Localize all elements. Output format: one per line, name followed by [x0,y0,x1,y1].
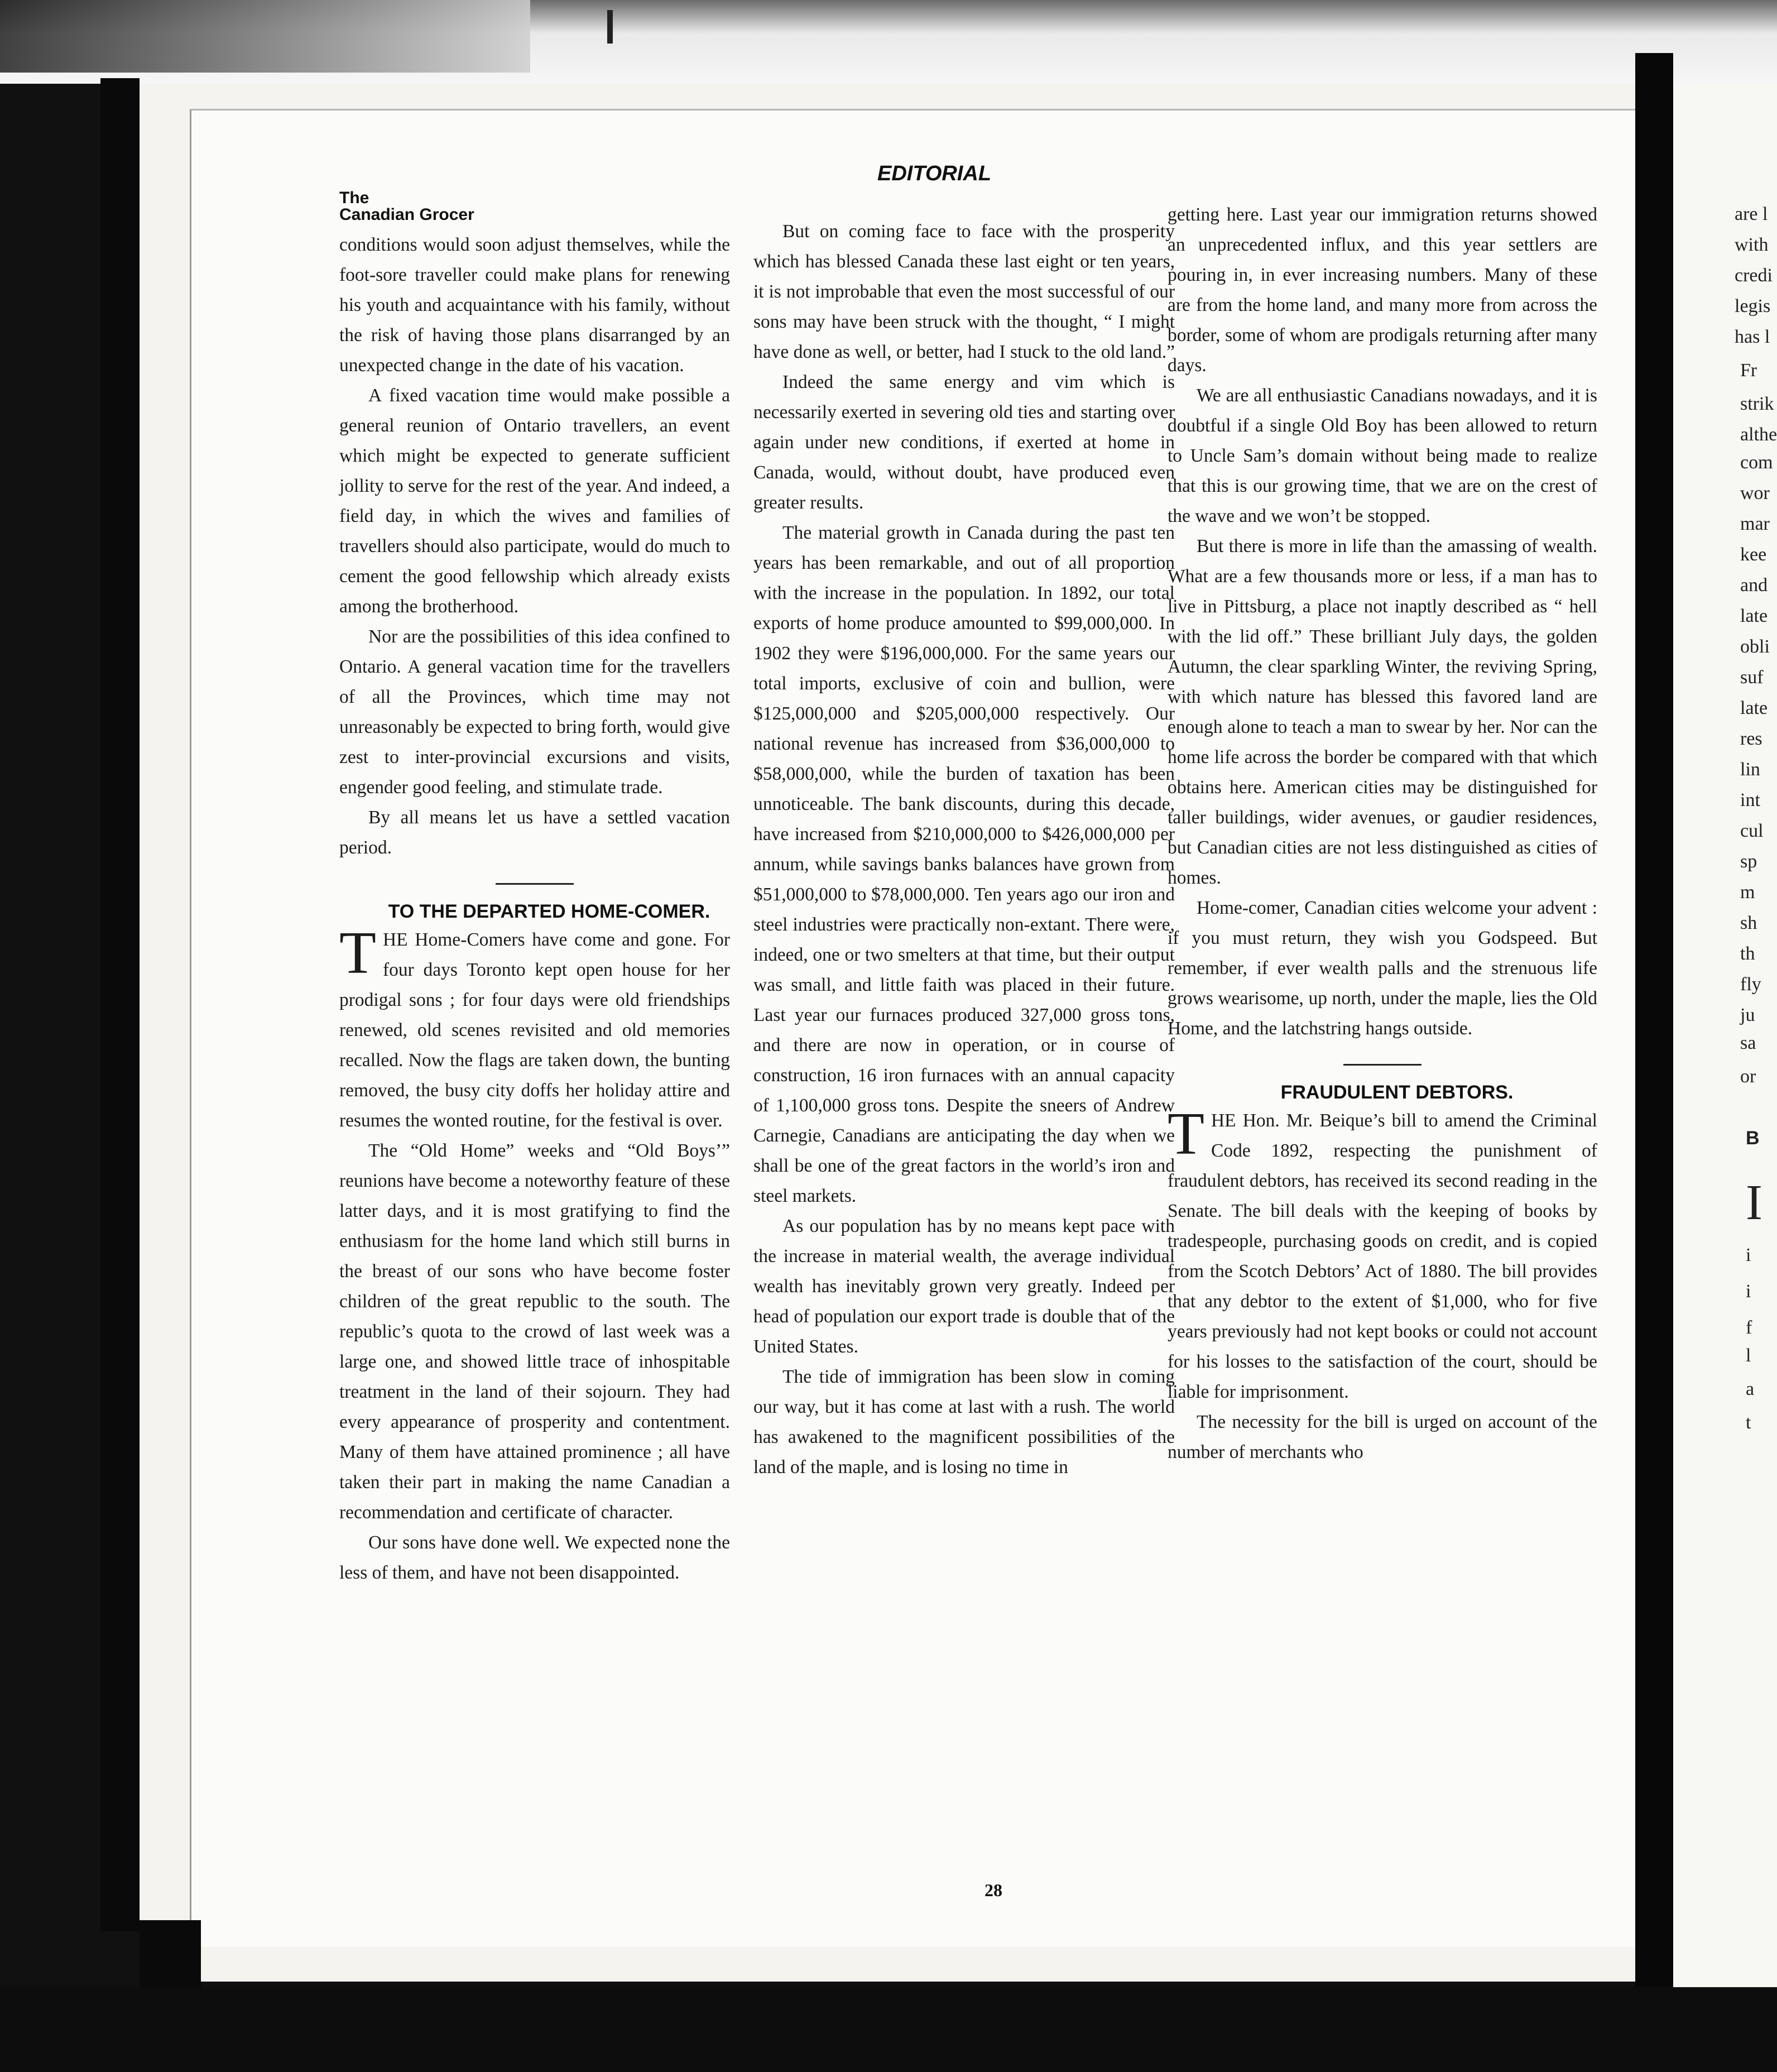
adjacent-page-text-fragment: i [1746,1245,1751,1265]
adjacent-page-text-fragment: fly [1740,974,1761,995]
paragraph: Our sons have done well. We expected none the less of them, and have not been disappointed. [339,1532,730,1583]
adjacent-page-text-fragment: I [1746,1175,1762,1230]
column-3 [1168,200,1597,1467]
article-heading: FRAUDULENT DEBTORS. [1280,1082,1514,1103]
paragraph: The “Old Home” weeks and “Old Boys’” reunions have become a noteworthy feature of these latter days, and it is most gratifying to find the enthusiasm for the home land which still burns in the breast of our sons who have become foster children of the great republic to the south. The republic’s quota to the crowd of last week was a large one, and showed little trace of inhospitable treatment in the land of their sojourn. They had every appearance of prosperity and contentment. Many of them have attained prominence ; all have taken their part in making the name Canadian a recommendation and certificate of character. [339,1140,730,1523]
paragraph: As our population has by no means kept pace with the increase in material wealth, the average individual wealth has inevitably grown very greatly. Indeed per head of population our export trade is double that of the United States. [753,1216,1175,1357]
divider-rule [496,883,574,885]
adjacent-page-text-fragment: sh [1740,913,1757,933]
article-heading: TO THE DEPARTED HOME-COMER. [388,901,710,922]
adjacent-page-text-fragment: com [1740,452,1773,473]
bottom-left-shadow [140,1920,201,1993]
adjacent-page-text-fragment: kee [1740,544,1767,565]
adjacent-page-text-fragment: sa [1740,1033,1756,1053]
adjacent-page-text-fragment: has l [1735,327,1770,347]
divider-rule [1343,1064,1421,1066]
adjacent-page-text-fragment: with [1735,234,1769,255]
adjacent-page-text-fragment: a [1746,1379,1755,1399]
adjacent-page-text-fragment: res [1740,728,1762,749]
adjacent-page-text-fragment: cul [1740,821,1764,841]
left-binding-shadow [100,78,140,1931]
masthead-line1: The [339,189,369,207]
adjacent-page-text-fragment: ju [1740,1005,1755,1025]
adjacent-page-text-fragment: th [1740,943,1755,964]
adjacent-page-text-fragment: late [1740,698,1768,718]
adjacent-page-text-fragment: althe [1740,424,1777,445]
adjacent-page-text-fragment: late [1740,606,1768,626]
adjacent-page-text-fragment: i [1746,1281,1751,1302]
scan-shadow [0,0,530,73]
paragraph: THE Hon. Mr. Beique’s bill to amend the Criminal Code 1892, respecting the punishment of fraudulent debtors, has received its second reading in the Senate. The bill deals with the keeping of books by tradespeople, purchasing goods on credit, and is copied from the Scotch Debtors’ Act of 1880. The bill provides that any debtor to the extent of $1,000, who for five years previously had not kept books or could not account for his losses to the satisfaction of the court, should be liable for imprisonment. [1168,1101,1597,1402]
adjacent-page-text-fragment: or [1740,1066,1756,1087]
paragraph: A fixed vacation time would make possible a general reunion of Ontario travellers, an event which might be expected to generate sufficient jollity to serve for the rest of the year. And indeed, a field day, in which the wives and families of travellers should also participate, would do much to cement the good fellowship which already exists among the brotherhood. [339,385,730,617]
adjacent-page-text-fragment: credi [1735,265,1773,286]
adjacent-page-text-fragment: wor [1740,483,1770,503]
scan-bottom-margin [0,1987,1777,2072]
adjacent-page-text-fragment: B [1746,1128,1760,1149]
paragraph: conditions would soon adjust themselves, while the foot-sore traveller could make plans for renewing his youth and acquaintance with his family, without the risk of having those plans disarranged by an unexpected change in the date of his vacation. [339,234,730,376]
adjacent-page-edge [1673,84,1777,1987]
masthead-line2: Canadian Grocer [339,205,474,224]
adjacent-page-text-fragment: l [1746,1345,1751,1366]
paragraph: The tide of immigration has been slow in coming our way, but it has come at last with a rush. The world has awakened to the magnificent possibilities of the land of the maple, and is losing no time in [753,1366,1175,1478]
paragraph: We are all enthusiastic Canadians nowadays, and it is doubtful if a single Old Boy has been allowed to return to Uncle Sam’s domain without being made to realize that this is our growing time, that we are on the crest of the wave and we won’t be stopped. [1168,385,1597,526]
paragraph: The material growth in Canada during the past ten years has been remarkable, and out of all proportion with the increase in the population. In 1892, our total exports of home produce amounted to $99,000,000. In 1902 they were $196,000,000. For the same years our total imports, exclusive of coin and bullion, were $125,000,000 and $205,000,000 respectively. Our national revenue has increased from $36,000,000 to $58,000,000, while the burden of taxation has been unnoticeable. The bank discounts, during this decade, have increased from $210,000,000 to $426,000,000 per annum, while savings banks balances have grown from $51,000,000 to $78,000,000. Ten years ago our iron and steel industries were practically non-extant. There were, indeed, one or two smelters at that time, but their output was small, and little faith was placed in their future. Last year our furnaces produced 327,000 gross tons, and there are now in operation, or in course of construction, 16 iron furnaces with an annual capacity of 1,100,000 gross tons. Despite the sneers of Andrew Carnegie, Canadians are anticipating the day when we shall be one of the great factors in the world’s iron and steel markets. [753,522,1175,1206]
paragraph: getting here. Last year our immigration returns showed an unprecedented influx, and this year settlers are pouring in, in ever increasing numbers. Many of these are from the home land, and many more from across the border, some of whom are prodigals returning after many days. [1168,204,1597,376]
paragraph: Nor are the possibilities of this idea confined to Ontario. A general vacation time for the travellers of all the Provinces, which time may not unreasonably be expected to bring forth, would give zest to inter-provincial excursions and visits, engender good feeling, and stimulate trade. [339,626,730,798]
adjacent-page-text-fragment: m [1740,882,1755,903]
adjacent-page-text-fragment: int [1740,790,1760,810]
paragraph: But there is more in life than the amassing of wealth. What are a few thousands more or less, if a man has to live in Pittsburg, a place not inaptly described as “ hell with the lid off.” These brilliant July days, the golden Autumn, the clear sparkling Winter, the reviving Spring, with which nature has blessed this favored land are enough alone to teach a man to swear by her. Nor can the home life across the border be compared with that which obtains here. American cities may be distinguished for taller buildings, wider avenues, or gaudier residences, but Canadian cities are not less distinguished as cities of homes. [1168,536,1597,888]
paragraph: But on coming face to face with the prosperity which has blessed Canada these last eight or ten years, it is not improbable that even the most successful of our sons may have been struck with the thought, “ I might have done as well, or better, had I stuck to the old land.” [753,221,1175,362]
adjacent-page-text-fragment: sp [1740,851,1757,872]
adjacent-page-text-fragment: t [1746,1412,1751,1433]
binding-mark [607,10,613,44]
paragraph: Indeed the same energy and vim which is necessarily exerted in severing old ties and starting over again under new conditions, if exerted at home in Canada, would, without doubt, have produced even greater results. [753,372,1175,513]
page-number: 28 [984,1880,1002,1900]
adjacent-page-text-fragment: legis [1735,296,1771,316]
section-title: EDITORIAL [877,162,992,185]
adjacent-page-text-fragment: Fr [1740,360,1757,381]
adjacent-page-text-fragment: mar [1740,514,1770,534]
adjacent-page-text-fragment: f [1746,1317,1752,1338]
column-2 [753,217,1175,1483]
book-gutter [1635,53,1673,1987]
adjacent-page-text-fragment: strik [1740,394,1774,414]
adjacent-page-text-fragment: are l [1735,204,1768,224]
adjacent-page-text-fragment: and [1740,575,1768,596]
paragraph: The necessity for the bill is urged on account of the number of merchants who [1168,1412,1597,1462]
adjacent-page-text-fragment: suf [1740,667,1764,688]
masthead [339,190,474,223]
adjacent-page-text-fragment: lin [1740,759,1760,780]
paragraph: By all means let us have a settled vacation period. [339,807,730,858]
column-1 [339,230,730,1588]
adjacent-page-text-fragment: obli [1740,636,1770,657]
paragraph: Home-comer, Canadian cities welcome your advent : if you must return, they wish you Godspeed. But remember, if ever wealth palls and the strenuous life grows wearisome, up north, under the maple, lies the Old Home, and the latchstring hangs outside. [1168,898,1597,1039]
paragraph: THE Home-Comers have come and gone. For four days Toronto kept open house for her prodigal sons ; for four days were old friendships renewed, old scenes revisited and old memories recalled. Now the flags are taken down, the bunting removed, the busy city doffs her holiday attire and resumes the wonted routine, for the festival is over. [339,920,730,1131]
